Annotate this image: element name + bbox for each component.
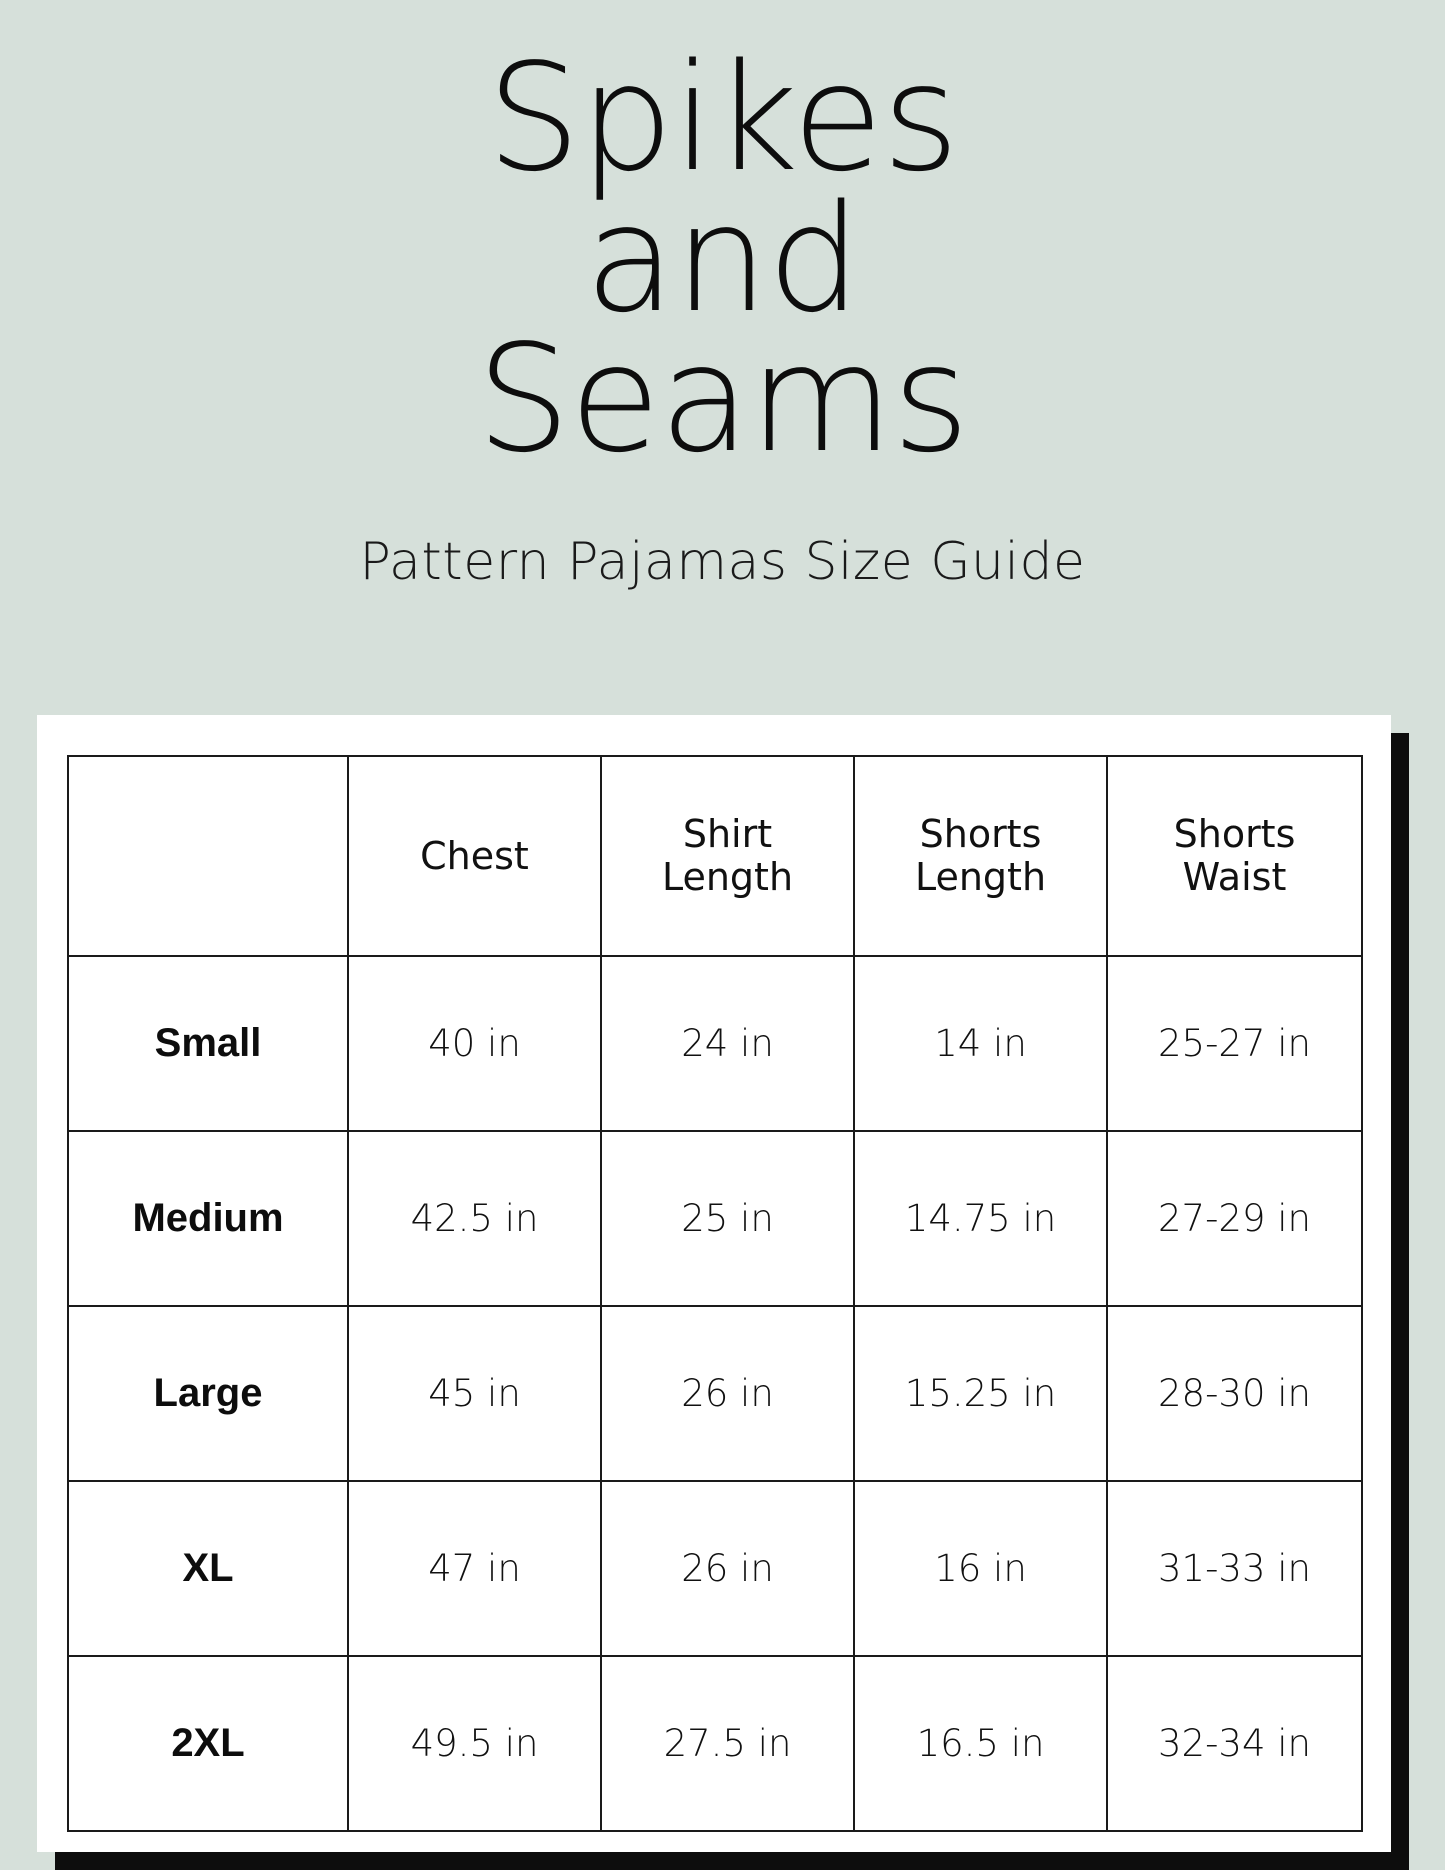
- row-shorts-length: 15.25 in: [854, 1306, 1107, 1481]
- row-shorts-length: 16 in: [854, 1481, 1107, 1656]
- row-shorts-length: 14 in: [854, 956, 1107, 1131]
- row-shorts-waist: 28-30 in: [1107, 1306, 1362, 1481]
- brand-title: [0, 0, 1445, 486]
- table-row: [68, 1481, 1362, 1656]
- row-shorts-waist: 31-33 in: [1107, 1481, 1362, 1656]
- brand-title-line-3: Seams: [476, 313, 969, 486]
- table-header-cell-corner: [68, 756, 348, 956]
- brand-title-line-2: and: [584, 172, 861, 345]
- header-shorts-waist-line-1: Shorts: [1173, 812, 1296, 857]
- header-shirt-length-line-2: Length: [661, 855, 794, 899]
- row-chest: 42.5 in: [348, 1131, 601, 1306]
- row-chest: 49.5 in: [348, 1656, 601, 1831]
- table-header-row: [68, 756, 1362, 956]
- header-shirt-length-line-1: Shirt: [682, 812, 773, 857]
- row-shorts-length: 14.75 in: [854, 1131, 1107, 1306]
- row-shorts-waist: 25-27 in: [1107, 956, 1362, 1131]
- header-chest-line-1: Chest: [420, 833, 529, 878]
- table-header: [68, 756, 1362, 956]
- table-header-cell-chest: [348, 756, 601, 956]
- size-table: [67, 755, 1363, 1832]
- header-shorts-length-line-1: Shorts: [919, 812, 1042, 857]
- header-shorts-length-line-2: Length: [914, 855, 1047, 899]
- table-row: [68, 1656, 1362, 1831]
- row-shirt-length: 26 in: [601, 1481, 854, 1656]
- row-size-label: Large: [68, 1306, 348, 1481]
- row-chest: 47 in: [348, 1481, 601, 1656]
- header-shorts-waist-line-2: Waist: [1182, 855, 1287, 899]
- row-shorts-waist: 27-29 in: [1107, 1131, 1362, 1306]
- row-shorts-waist: 32-34 in: [1107, 1656, 1362, 1831]
- row-chest: 40 in: [348, 956, 601, 1131]
- table-body: [68, 956, 1362, 1831]
- row-shirt-length: 25 in: [601, 1131, 854, 1306]
- card-surface: [37, 715, 1391, 1852]
- row-size-label: Small: [68, 956, 348, 1131]
- table-row: [68, 956, 1362, 1131]
- table-row: [68, 1131, 1362, 1306]
- table-header-cell-shorts-waist: [1107, 756, 1362, 956]
- row-size-label: XL: [68, 1481, 348, 1656]
- brand-title-line-1: Spikes: [486, 32, 959, 204]
- table-row: [68, 1306, 1362, 1481]
- row-shorts-length: 16.5 in: [854, 1656, 1107, 1831]
- table-header-cell-shirt-length: [601, 756, 854, 956]
- row-shirt-length: 26 in: [601, 1306, 854, 1481]
- table-header-cell-shorts-length: [854, 756, 1107, 956]
- row-size-label: 2XL: [68, 1656, 348, 1831]
- row-shirt-length: 24 in: [601, 956, 854, 1131]
- row-chest: 45 in: [348, 1306, 601, 1481]
- row-size-label: Medium: [68, 1131, 348, 1306]
- page-subtitle: Pattern Pajamas Size Guide: [359, 531, 1086, 592]
- size-table-card: [37, 715, 1409, 1870]
- row-shirt-length: 27.5 in: [601, 1656, 854, 1831]
